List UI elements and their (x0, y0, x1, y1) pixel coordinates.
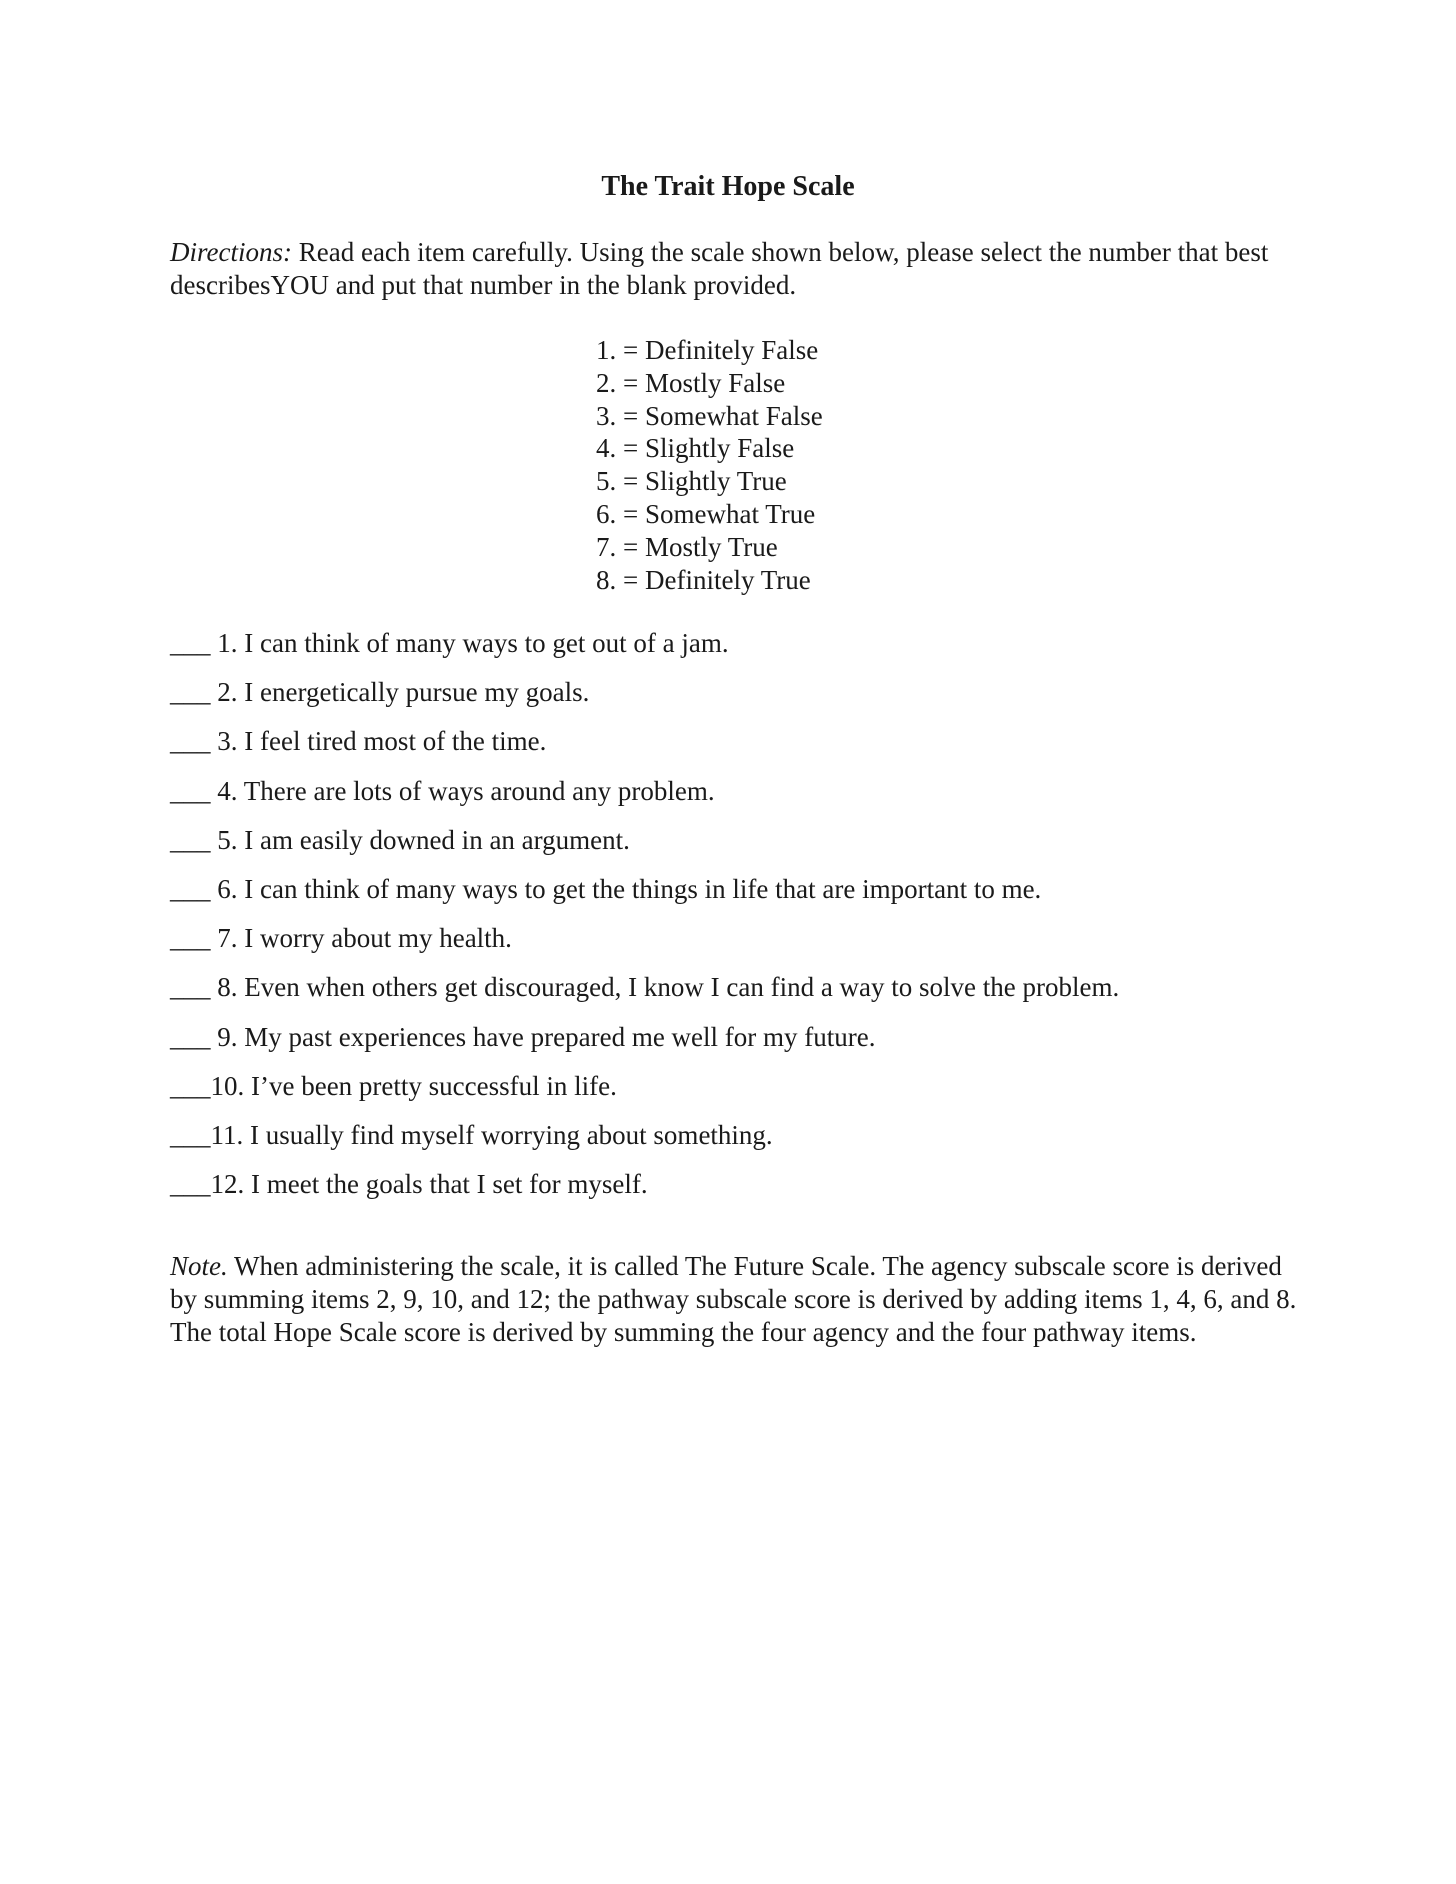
questionnaire-items (170, 627, 1310, 1217)
scale-option: 3. = Somewhat False (596, 400, 823, 431)
rating-scale-legend (596, 334, 996, 596)
questionnaire-item: ___ 3. I feel tired most of the time. (170, 726, 547, 757)
directions-text: Read each item carefully. Using the scale shown below, please select the number that best describesYOU and put that number in the blank provided. (170, 237, 1269, 300)
questionnaire-item: ___10. I’ve been pretty successful in life. (170, 1070, 617, 1101)
note-label: Note. (170, 1251, 228, 1281)
directions-paragraph (170, 236, 1300, 302)
questionnaire-item: ___ 9. My past experiences have prepared me well for my future. (170, 1021, 876, 1052)
questionnaire-item: ___ 1. I can think of many ways to get out of a jam. (170, 628, 729, 658)
scale-option: 4. = Slightly False (596, 433, 795, 464)
note-text: When administering the scale, it is called The Future Scale. The agency subscale score is derived by summing items 2, 9, 10, and 12; the pathway subscale score is derived by adding items 1, 4, 6, and 8. The total Hope Scale score is derived by summing the four agency and the four pathway items. (170, 1251, 1297, 1347)
questionnaire-item: ___ 5. I am easily downed in an argument. (170, 824, 630, 855)
directions-label: Directions: (170, 237, 292, 267)
questionnaire-item: ___12. I meet the goals that I set for myself. (170, 1169, 648, 1200)
scale-option: 8. = Definitely True (596, 564, 811, 595)
questionnaire-item: ___ 8. Even when others get discouraged, I know I can find a way to solve the problem. (170, 972, 1120, 1003)
scale-option: 7. = Mostly True (596, 531, 778, 562)
questionnaire-item: ___ 2. I energetically pursue my goals. (170, 677, 590, 708)
questionnaire-item: ___ 6. I can think of many ways to get the things in life that are important to me. (170, 873, 1042, 904)
page-title: The Trait Hope Scale (601, 171, 855, 202)
scale-option: 6. = Somewhat True (596, 498, 816, 529)
scale-option: 5. = Slightly True (596, 466, 787, 497)
note-paragraph (170, 1250, 1300, 1349)
questionnaire-item: ___11. I usually find myself worrying about something. (170, 1119, 773, 1150)
scale-option: 1. = Definitely False (596, 335, 819, 365)
questionnaire-item: ___ 7. I worry about my health. (170, 923, 512, 954)
questionnaire-item: ___ 4. There are lots of ways around any problem. (170, 775, 715, 806)
scale-option: 2. = Mostly False (596, 367, 786, 398)
